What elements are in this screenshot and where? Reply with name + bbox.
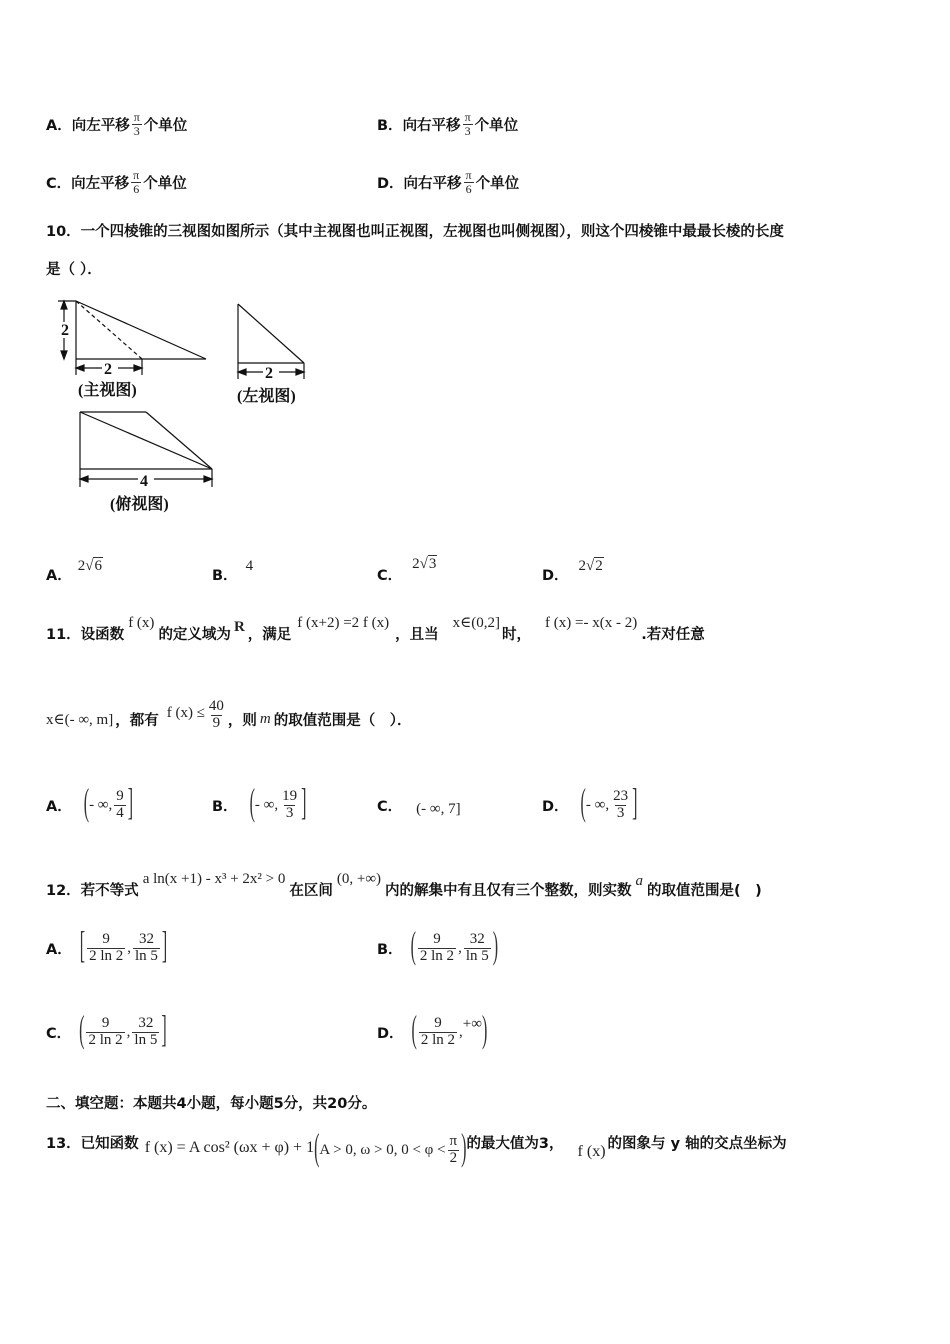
q11-x-range: x∈(- ∞, m] <box>46 711 114 728</box>
q9-option-b <box>377 104 518 144</box>
q13-text-2: 的最大值为3， <box>466 1135 564 1152</box>
q10-option-a <box>46 555 103 585</box>
top-width-label: 4 <box>140 473 148 490</box>
q10-c-value: 2√3 <box>412 556 437 572</box>
q12-interval: (0, +∞) <box>336 871 382 887</box>
q11-definition: f (x) =- x(x - 2) <box>545 615 638 631</box>
q10-d-value: 2√2 <box>578 558 603 574</box>
q9-d-fraction: $\frac{\pi}{6}$ <box>465 167 472 196</box>
q11-text-6: .若对任意 <box>641 627 705 643</box>
q13-text-3: 的图象与 y 轴的交点坐标为 <box>607 1135 787 1152</box>
q12-option-b <box>377 922 498 974</box>
q12-text-4: 的取值范围是( ) <box>647 883 762 899</box>
q11-R: R <box>233 619 245 635</box>
q11-a-value: ( - ∞, $\frac{9}{4}$ ] <box>83 783 134 825</box>
q10-option-b <box>212 555 253 585</box>
q13-fx: f (x) <box>577 1143 606 1160</box>
q11-c-label: C． <box>377 798 403 815</box>
q9-a-pre: 向左平移 <box>71 117 130 134</box>
q10-b-label: B． <box>212 568 238 584</box>
q10-c-label: C． <box>377 568 403 584</box>
q10-a-value: 2√6 <box>77 558 102 574</box>
q11-fx: f (x) <box>128 615 155 631</box>
q12-option-c <box>46 1006 167 1058</box>
side-caption: (左视图) <box>237 388 296 405</box>
q11-bound-fraction: $\frac{40}{9}$ <box>208 697 224 731</box>
q12-c-label: C． <box>46 1025 72 1042</box>
front-height-label: 2 <box>61 322 69 339</box>
q13-function: f (x) = A cos² (ωx + φ) + 1 <box>144 1139 315 1156</box>
q9-option-c <box>46 162 187 202</box>
q11-text-4: ，且当 <box>395 627 439 643</box>
q12-inequality: a ln(x +1) - x³ + 2x² > 0 <box>142 871 286 887</box>
q11-fx-le: f (x) ≤ <box>166 704 205 721</box>
q12-stem <box>46 864 762 900</box>
q10-option-c <box>377 555 437 585</box>
q12-text-2: 在区间 <box>289 883 333 899</box>
q11-b-label: B． <box>212 798 238 815</box>
q9-option-d <box>377 162 519 202</box>
q9-d-post: 个单位 <box>475 175 520 192</box>
q11-text-7: ，都有 <box>115 712 159 729</box>
q10-stem-line2: 是（ ）． <box>46 262 102 278</box>
q9-c-post: 个单位 <box>143 175 187 192</box>
q9-a-post: 个单位 <box>143 117 188 134</box>
q13-condition: ( A > 0, ω > 0, 0 < φ < $\frac{\pi}{2}$ ) <box>314 1128 467 1170</box>
q11-m: m <box>259 710 271 727</box>
q13-stem <box>46 1124 787 1176</box>
q11-stem-line2 <box>46 694 412 744</box>
q12-a-label: A． <box>46 941 72 958</box>
q11-text-8: ，则 <box>227 712 257 729</box>
q9-c-label: C． <box>46 175 72 192</box>
q11-functional-eq: f (x+2) =2 f (x) <box>297 615 390 631</box>
q11-option-a <box>46 778 133 832</box>
q10-b-value: 4 <box>245 558 254 574</box>
side-width-label: 2 <box>265 365 273 382</box>
q11-text-3: ，满足 <box>247 627 292 643</box>
q11-c-value: (- ∞, 7] <box>416 800 461 817</box>
q11-text-1: 11．设函数 <box>46 627 125 643</box>
q11-option-d <box>542 778 637 832</box>
q12-b-label: B． <box>377 941 403 958</box>
q12-option-d <box>377 1006 487 1058</box>
q10-three-view-diagram <box>50 295 330 520</box>
section-2-heading: 二、填空题：本题共4小题，每小题5分，共20分。 <box>46 1096 377 1112</box>
q10-stem-line1: 10．一个四棱锥的三视图如图所示（其中主视图也叫正视图，左视图也叫侧视图），则这个四棱锥中最最长棱的长度 <box>46 224 784 240</box>
q9-b-fraction: $\frac{\pi}{3}$ <box>464 109 471 138</box>
front-caption: (主视图) <box>78 382 137 399</box>
q9-a-label: A． <box>46 117 72 134</box>
q13-text-1: 13．已知函数 <box>46 1135 139 1152</box>
q11-domain: x∈(0,2] <box>452 615 501 631</box>
q12-option-a <box>46 922 167 974</box>
front-width-label: 2 <box>104 361 112 378</box>
q12-a-value: [ $\frac{9}{2 \ln 2}$ , $\frac{32}{\ln 5}$ ] <box>79 926 168 968</box>
q11-stem-line1 <box>46 608 705 644</box>
q11-a-label: A． <box>46 798 72 815</box>
q9-option-a <box>46 104 187 144</box>
q11-d-label: D． <box>542 798 569 815</box>
q11-text-5: 时， <box>502 627 532 643</box>
q9-b-pre: 向右平移 <box>402 117 461 134</box>
q11-option-b <box>212 778 306 832</box>
q9-b-label: B． <box>377 117 403 134</box>
q9-d-pre: 向右平移 <box>403 175 462 192</box>
q12-d-value: ( $\frac{9}{2 \ln 2}$ , +∞ ) <box>411 1010 488 1052</box>
q11-text-2: 的定义域为 <box>158 627 231 643</box>
q12-d-label: D． <box>377 1025 404 1042</box>
q12-text-1: 12．若不等式 <box>46 883 139 899</box>
q12-text-3: 内的解集中有且仅有三个整数，则实数 <box>385 883 632 899</box>
q12-b-value: ( $\frac{9}{2 \ln 2}$ , $\frac{32}{\ln 5}$ ) <box>410 926 499 968</box>
top-caption: (俯视图) <box>110 496 169 513</box>
q12-c-value: ( $\frac{9}{2 \ln 2}$ , $\frac{32}{\ln 5}$ ] <box>79 1010 167 1052</box>
q11-b-value: ( - ∞, $\frac{19}{3}$ ] <box>249 783 307 825</box>
q11-d-value: ( - ∞, $\frac{23}{3}$ ] <box>580 783 638 825</box>
q9-d-label: D． <box>377 175 404 192</box>
q10-option-d <box>542 555 604 585</box>
q10-a-label: A． <box>46 568 72 584</box>
q10-d-label: D． <box>542 568 569 584</box>
q9-c-pre: 向左平移 <box>71 175 130 192</box>
q9-a-fraction: $\frac{\pi}{3}$ <box>133 109 140 138</box>
q9-b-post: 个单位 <box>474 117 519 134</box>
q11-text-9: 的取值范围是（ ）． <box>273 712 412 729</box>
q11-option-c <box>377 778 461 832</box>
front-view <box>58 301 206 375</box>
q9-c-fraction: $\frac{\pi}{6}$ <box>133 167 140 196</box>
q12-var-a: a <box>635 873 644 889</box>
